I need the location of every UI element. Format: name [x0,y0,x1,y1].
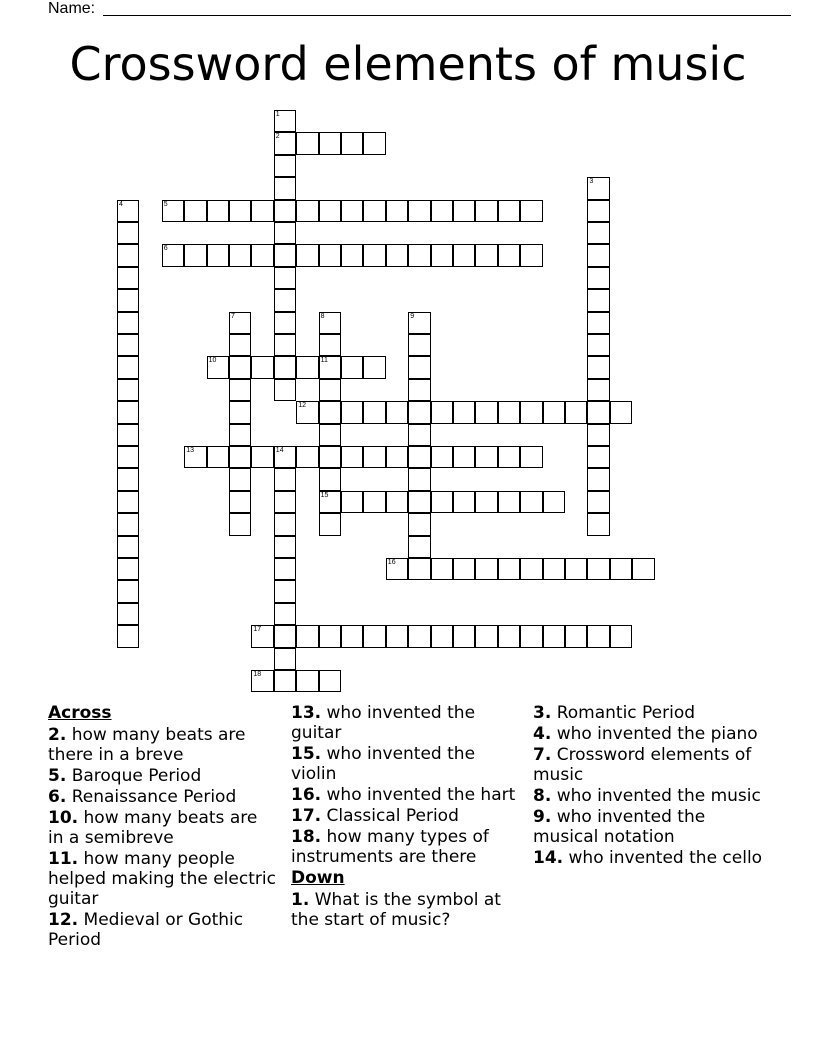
clue-number: 4 [119,200,123,208]
grid-cell[interactable] [117,558,139,580]
grid-cell[interactable] [543,401,565,423]
grid-cell[interactable] [184,446,206,468]
grid-cell[interactable] [408,312,430,334]
grid-cell[interactable] [319,446,341,468]
grid-cell[interactable] [453,625,475,647]
clue-item-number: 6. [48,787,67,807]
grid-cell[interactable] [117,603,139,625]
grid-cell[interactable] [251,200,273,222]
clue-item-number: 8. [533,786,552,806]
across-clue-list-continued [291,703,519,867]
grid-cell[interactable] [117,625,139,647]
clue-item [533,786,769,806]
grid-cell[interactable] [296,401,318,423]
grid-cell[interactable] [296,356,318,378]
grid-cell[interactable] [408,200,430,222]
grid-cell[interactable] [408,379,430,401]
grid-cell[interactable] [565,558,587,580]
clue-item-text: Classical Period [321,806,459,826]
name-label: Name: [48,0,96,17]
grid-cell[interactable] [117,222,139,244]
clues-column-2 [291,703,519,931]
clue-item [291,806,519,826]
grid-cell[interactable] [274,222,296,244]
down-clue-list [291,890,519,930]
clue-item-number: 11. [48,849,79,869]
grid-cell[interactable] [431,491,453,513]
grid-cell[interactable] [475,491,497,513]
grid-cell[interactable] [363,356,385,378]
grid-cell[interactable] [587,244,609,266]
clue-item [533,703,769,723]
grid-cell[interactable] [296,625,318,647]
grid-cell[interactable] [520,625,542,647]
grid-cell[interactable] [408,401,430,423]
grid-cell[interactable] [587,558,609,580]
grid-cell[interactable] [251,670,273,692]
grid-cell[interactable] [162,244,184,266]
grid-cell[interactable] [319,513,341,535]
grid-cell[interactable] [274,648,296,670]
across-heading: Across [48,703,112,723]
grid-cell[interactable] [453,244,475,266]
clue-item [48,910,276,950]
clue-number: 18 [253,671,262,678]
grid-cell[interactable] [587,401,609,423]
grid-cell[interactable] [498,244,520,266]
grid-cell[interactable] [229,491,251,513]
grid-cell[interactable] [431,558,453,580]
grid-cell[interactable] [587,289,609,311]
grid-cell[interactable] [498,625,520,647]
grid-cell[interactable] [341,401,363,423]
grid-cell[interactable] [117,446,139,468]
down-clue-list-continued [533,703,769,868]
clue-item-text: who invented the hart [321,785,516,805]
grid-cell[interactable] [431,446,453,468]
grid-cell[interactable] [543,625,565,647]
grid-cell[interactable] [475,401,497,423]
clue-number: 6 [163,245,168,253]
grid-cell[interactable] [453,200,475,222]
clue-item [533,848,769,868]
grid-cell[interactable] [565,625,587,647]
grid-cell[interactable] [520,244,542,266]
clue-number: 10 [208,357,217,365]
grid-cell[interactable] [274,312,296,334]
grid-cell[interactable] [408,536,430,558]
grid-cell[interactable] [296,132,318,154]
clue-item-text: What is the symbol at the start of music? [291,890,501,930]
grid-cell[interactable] [117,267,139,289]
grid-cell[interactable] [587,379,609,401]
grid-cell[interactable] [587,424,609,446]
grid-cell[interactable] [296,200,318,222]
grid-cell[interactable] [587,491,609,513]
grid-cell[interactable] [117,334,139,356]
grid-cell[interactable] [587,334,609,356]
grid-cell[interactable] [117,379,139,401]
clue-item-text: who invented the guitar [291,703,476,743]
page-title: Crossword elements of music [69,37,747,91]
grid-cell[interactable] [229,312,251,334]
grid-cell[interactable] [274,625,296,647]
grid-cell[interactable] [229,424,251,446]
grid-cell[interactable] [363,401,385,423]
grid-cell[interactable] [453,491,475,513]
clue-item-number: 7. [533,745,552,765]
clue-item-text: Romantic Period [551,703,696,723]
grid-cell[interactable] [274,289,296,311]
grid-cell[interactable] [431,401,453,423]
grid-cell[interactable] [274,379,296,401]
grid-cell[interactable] [341,625,363,647]
clue-number: 15 [320,491,329,499]
grid-cell[interactable] [319,356,341,378]
grid-cell[interactable] [341,491,363,513]
grid-cell[interactable] [431,244,453,266]
grid-cell[interactable] [229,244,251,266]
grid-cell[interactable] [431,625,453,647]
grid-cell[interactable] [319,312,341,334]
clue-item [291,785,519,805]
clue-item-number: 15. [291,744,322,764]
grid-cell[interactable] [207,244,229,266]
grid-cell[interactable] [408,468,430,490]
grid-cell[interactable] [319,200,341,222]
grid-cell[interactable] [296,670,318,692]
grid-cell[interactable] [207,446,229,468]
grid-cell[interactable] [274,110,296,132]
grid-cell[interactable] [453,446,475,468]
clue-number: 1 [275,111,280,118]
grid-cell[interactable] [274,513,296,535]
grid-cell[interactable] [184,244,206,266]
grid-cell[interactable] [587,625,609,647]
grid-cell[interactable] [229,200,251,222]
grid-cell[interactable] [475,625,497,647]
clue-item [533,724,769,744]
grid-cell[interactable] [408,625,430,647]
grid-cell[interactable] [117,312,139,334]
grid-cell[interactable] [363,244,385,266]
clue-number: 3 [589,178,594,186]
grid-cell[interactable] [274,491,296,513]
clues-column-3 [533,703,769,869]
clue-item-number: 10. [48,808,79,828]
grid-cell[interactable] [453,558,475,580]
grid-cell[interactable] [274,558,296,580]
grid-cell[interactable] [251,356,273,378]
clue-number: 8 [320,312,325,320]
grid-cell[interactable] [251,446,273,468]
clue-item [291,890,519,930]
grid-cell[interactable] [520,558,542,580]
grid-cell[interactable] [408,513,430,535]
clue-number: 2 [275,133,280,141]
clue-item [291,703,519,743]
grid-cell[interactable] [229,379,251,401]
clue-item [48,787,276,807]
grid-cell[interactable] [319,670,341,692]
grid-cell[interactable] [319,244,341,266]
grid-cell[interactable] [632,558,654,580]
grid-cell[interactable] [341,200,363,222]
clue-item-number: 1. [291,890,310,910]
clue-number: 13 [186,447,194,454]
grid-cell[interactable] [296,244,318,266]
grid-cell[interactable] [319,334,341,356]
clue-item-text: how many beats are in a semibreve [48,808,258,848]
clue-item-text: Baroque Period [66,766,202,786]
grid-cell[interactable] [386,401,408,423]
clue-item-number: 9. [533,807,552,827]
grid-cell[interactable] [207,356,229,378]
grid-cell[interactable] [296,446,318,468]
grid-cell[interactable] [274,468,296,490]
grid-cell[interactable] [229,356,251,378]
grid-cell[interactable] [229,513,251,535]
grid-cell[interactable] [386,446,408,468]
grid-cell[interactable] [408,424,430,446]
grid-cell[interactable] [386,200,408,222]
grid-cell[interactable] [610,401,632,423]
grid-cell[interactable] [319,424,341,446]
clue-item [533,745,769,785]
grid-cell[interactable] [408,244,430,266]
grid-cell[interactable] [453,401,475,423]
grid-cell[interactable] [363,446,385,468]
grid-cell[interactable] [363,200,385,222]
grid-cell[interactable] [386,244,408,266]
clue-number: 11 [320,357,328,365]
grid-cell[interactable] [498,446,520,468]
clue-number: 14 [275,447,284,454]
grid-cell[interactable] [117,244,139,266]
grid-cell[interactable] [162,200,184,222]
clues-column-1 [48,703,276,951]
grid-cell[interactable] [587,222,609,244]
grid-cell[interactable] [408,558,430,580]
grid-cell[interactable] [207,200,229,222]
grid-cell[interactable] [587,356,609,378]
clue-item [48,849,276,909]
grid-cell[interactable] [274,356,296,378]
clue-item-number: 5. [48,766,67,786]
grid-cell[interactable] [408,446,430,468]
grid-cell[interactable] [117,401,139,423]
grid-cell[interactable] [117,356,139,378]
grid-cell[interactable] [565,401,587,423]
clue-item-text: Medieval or Gothic Period [48,910,244,950]
grid-cell[interactable] [319,468,341,490]
grid-cell[interactable] [341,356,363,378]
grid-cell[interactable] [274,446,296,468]
grid-cell[interactable] [117,424,139,446]
grid-cell[interactable] [475,446,497,468]
clue-item-text: who invented the music [551,786,761,806]
clue-item-number: 3. [533,703,552,723]
clue-item-text: Renaissance Period [66,787,237,807]
grid-cell[interactable] [117,289,139,311]
clue-item-text: Crossword elements of music [533,745,752,785]
grid-cell[interactable] [341,446,363,468]
grid-cell[interactable] [520,401,542,423]
grid-cell[interactable] [274,177,296,199]
clue-item-number: 18. [291,827,322,847]
grid-cell[interactable] [319,379,341,401]
grid-cell[interactable] [587,312,609,334]
grid-cell[interactable] [229,446,251,468]
grid-cell[interactable] [341,244,363,266]
grid-cell[interactable] [587,468,609,490]
clue-number: 12 [298,402,306,410]
clue-item-text: who invented the piano [551,724,758,744]
grid-cell[interactable] [117,536,139,558]
grid-cell[interactable] [117,468,139,490]
grid-cell[interactable] [319,625,341,647]
grid-cell[interactable] [520,200,542,222]
clue-item-text: how many people helped making the electric guitar [48,849,276,909]
clue-item-number: 2. [48,725,67,745]
grid-cell[interactable] [274,670,296,692]
grid-cell[interactable] [386,491,408,513]
clue-item-text: how many types of instruments are there [291,827,489,867]
grid-cell[interactable] [498,200,520,222]
clue-item-number: 4. [533,724,552,744]
grid-cell[interactable] [274,155,296,177]
grid-cell[interactable] [274,536,296,558]
grid-cell[interactable] [610,625,632,647]
clue-item-number: 13. [291,703,322,723]
grid-cell[interactable] [274,200,296,222]
clue-item-text: who invented the cello [563,848,763,868]
grid-cell[interactable] [386,558,408,580]
clue-item-text: how many beats are there in a breve [48,725,246,765]
across-clue-list [48,725,276,950]
grid-cell[interactable] [587,446,609,468]
clue-item [48,725,276,765]
grid-cell[interactable] [408,491,430,513]
grid-cell[interactable] [229,334,251,356]
grid-cell[interactable] [498,491,520,513]
grid-cell[interactable] [543,491,565,513]
clue-number: 5 [163,200,168,208]
clue-number: 9 [410,312,415,320]
grid-cell[interactable] [520,491,542,513]
clue-number: 16 [387,559,396,566]
clue-item-number: 17. [291,806,322,826]
grid-cell[interactable] [117,513,139,535]
grid-cell[interactable] [319,491,341,513]
grid-cell[interactable] [520,446,542,468]
clue-item-number: 14. [533,848,564,868]
grid-cell[interactable] [408,334,430,356]
clue-item-text: who invented the violin [291,744,476,784]
grid-cell[interactable] [274,580,296,602]
clue-item-number: 16. [291,785,322,805]
grid-cell[interactable] [386,625,408,647]
clue-item [48,766,276,786]
clue-item-number: 12. [48,910,79,930]
grid-cell[interactable] [184,200,206,222]
grid-cell[interactable] [475,200,497,222]
clue-number: 7 [231,312,235,320]
grid-cell[interactable] [319,132,341,154]
grid-cell[interactable] [587,200,609,222]
grid-cell[interactable] [408,356,430,378]
grid-cell[interactable] [117,200,139,222]
grid-cell[interactable] [229,468,251,490]
grid-cell[interactable] [498,401,520,423]
grid-cell[interactable] [117,491,139,513]
grid-cell[interactable] [363,625,385,647]
grid-cell[interactable] [341,132,363,154]
grid-cell[interactable] [363,491,385,513]
grid-cell[interactable] [274,603,296,625]
grid-cell[interactable] [251,244,273,266]
grid-cell[interactable] [587,513,609,535]
clue-number: 17 [253,626,262,634]
grid-cell[interactable] [117,580,139,602]
clue-item-text: who invented the musical notation [533,807,706,847]
grid-cell[interactable] [610,558,632,580]
grid-cell[interactable] [319,401,341,423]
grid-cell[interactable] [587,177,609,199]
grid-cell[interactable] [251,625,273,647]
grid-cell[interactable] [229,401,251,423]
grid-cell[interactable] [274,132,296,154]
clue-item [291,744,519,784]
grid-cell[interactable] [475,558,497,580]
grid-cell[interactable] [274,334,296,356]
grid-cell[interactable] [475,244,497,266]
grid-cell[interactable] [274,244,296,266]
grid-cell[interactable] [431,200,453,222]
grid-cell[interactable] [274,267,296,289]
clue-item [533,807,769,847]
grid-cell[interactable] [363,132,385,154]
clue-item [291,827,519,867]
down-heading: Down [291,868,345,888]
grid-cell[interactable] [498,558,520,580]
clue-item [48,808,276,848]
grid-cell[interactable] [543,558,565,580]
grid-cell[interactable] [587,267,609,289]
